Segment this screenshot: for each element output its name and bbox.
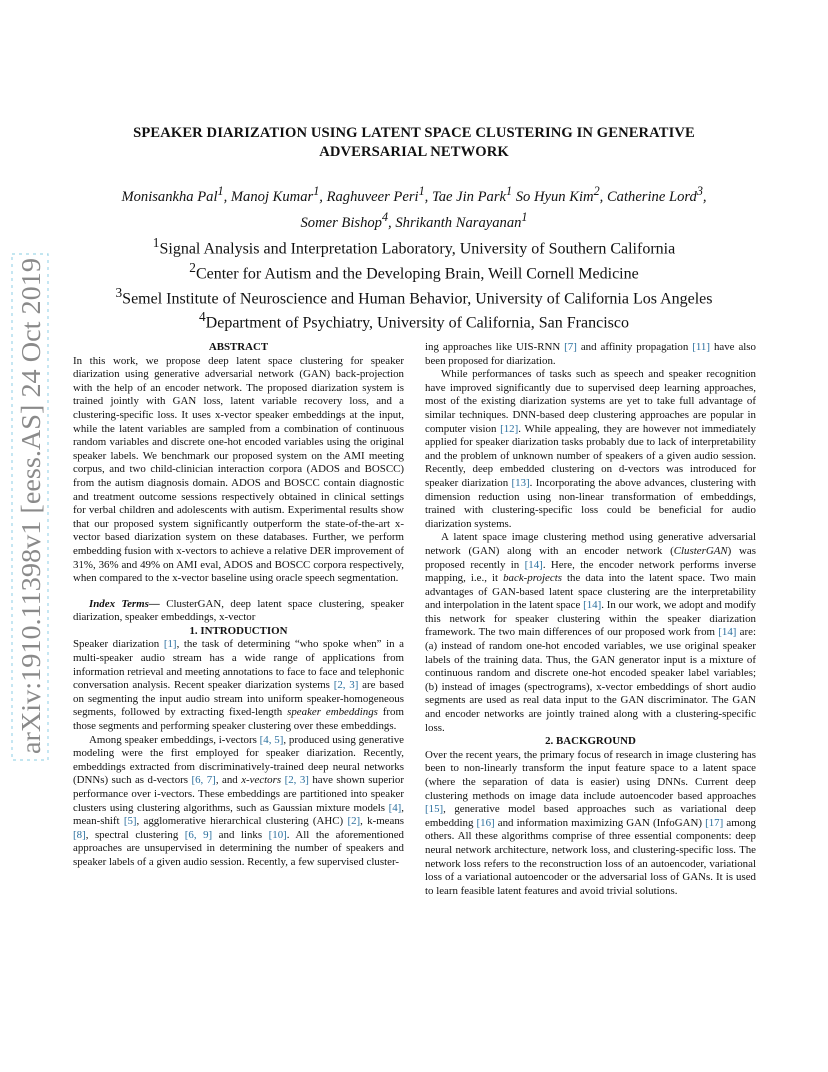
affil-marker: 1	[521, 209, 528, 224]
author-name: Somer Bishop	[300, 214, 382, 231]
intro-paragraph-3: While performances of tasks such as speech and speaker recognition have improved significantly due to supervised deep learning approaches, most of the existing diarization systems are yet to take full advantage of similar techniques. DNN-based deep clustering approaches are popular in computer vision [12]. While appealing, they are however not immediately applied for speaker diarization tasks probably due to lack of interpretability and the problem of unknown number of speakers of a given audio session. Recently, deep embedded clustering on d-vectors was introduced for speaker diarization [13]. Incorporating the above advances, clustering with dimension reduction using non-linear transformation of embeddings, trained with clustering-specific loss could be beneficial for audio diarization systems.	[425, 368, 756, 530]
intro-paragraph-2: Among speaker embeddings, i-vectors [4, 5], produced using generative modeling were the first employed for speaker diarization. Recently, embeddings extracted from discriminatively-trained deep neural networks (DNNs) such as d-vectors [6, 7], and x-vectors [2, 3] have shown superior performance over i-vectors. These embeddings are partitioned into speaker clusters using clustering algorithms, such as Gaussian mixture models [4], mean-shift [5], agglomerative hierarchical clustering (AHC) [2], k-means [8], spectral clustering [6, 9] and links [10]. All the aforementioned approaches are unsupervised in determining the number of speakers and speaker labels of a given audio session. Recently, a few supervised cluster-	[73, 733, 405, 868]
abstract-heading: ABSTRACT	[208, 341, 269, 353]
author-name: Tae Jin Park	[431, 188, 506, 205]
affil-marker: 2	[593, 184, 600, 198]
section-heading-introduction: 1. INTRODUCTION	[189, 624, 288, 637]
citation-link[interactable]: [2]	[347, 815, 361, 828]
citation-link[interactable]: [2, 3]	[284, 774, 309, 787]
affil-marker: 1	[217, 184, 224, 198]
citation-link[interactable]: [14]	[524, 558, 543, 571]
arxiv-stamp	[10, 252, 50, 762]
author-name: Manoj Kumar	[230, 188, 314, 205]
author-name: So Hyun Kim	[515, 188, 594, 205]
intro-paragraph-continued: ing approaches like UIS-RNN [7] and affinity propagation [11] have also been proposed for diarization.	[425, 341, 756, 367]
paper-title	[90, 124, 738, 162]
citation-link[interactable]: [8]	[73, 828, 86, 841]
citation-link[interactable]: [14]	[583, 599, 602, 612]
affiliation: $^1$Signal Analysis and Interpretation Laboratory, University of Southern California	[152, 235, 676, 258]
intro-paragraph-4: A latent space image clustering method using generative adversarial network (GAN) along with an encoder network (ClusterGAN) was proposed recently in [14]. Here, the encoder network performs inverse mapping, i.e., it back-projects the data into the latent space. Two main advantages of GAN-based latent space clustering are the interpretability and interpolation in the latent space [14]. In our work, we adopt and modify this network for speaker clustering within the speaker diarization framework. The two main differences of our proposed work from [14] are: (a) instead of random one-hot encoded variables, we use original speaker labels of the training data. Thus, the GAN generator input is a mixture of continuous random and discrete one-hot encoded speaker label variables; (b) instead of images (spectrograms), x-vector embeddings of short audio segments are used as real data input to the GAN discriminator. The GAN and encoder networks are jointly trained along with a clustering-specific loss.	[425, 531, 756, 734]
intro-paragraph-1: Speaker diarization [1], the task of determining “who spoke when” in a multi-speaker audio stream has a wide range of applications from information retrieval and meeting annotations to face to face and telephonic conversation analysis. Recent speaker diarization systems [2, 3] are based on segmenting the input audio stream into uniform speaker-homogeneous segments, followed by extracting fixed-length speaker embeddings from those segments and performing speaker clustering over these embeddings.	[73, 638, 404, 733]
index-terms-text: ClusterGAN, deep latent space clustering, speaker diarization, speaker embeddings, x-vector	[73, 597, 404, 624]
author-name: Monisankha Pal	[121, 188, 218, 205]
author-name: Shrikanth Narayanan	[395, 214, 522, 231]
citation-link[interactable]: [15]	[425, 803, 444, 816]
affiliation: $^4$Department of Psychiatry, University of California, San Francisco	[199, 309, 629, 332]
index-terms-label: Index Terms—	[89, 597, 160, 610]
author-name: Catherine Lord	[606, 188, 697, 205]
title-line-1: SPEAKER DIARIZATION USING LATENT SPACE CLUSTERING IN GENERATIVE	[133, 125, 695, 141]
affil-marker: 1	[313, 184, 320, 198]
affiliation-list	[60, 234, 768, 333]
citation-link[interactable]: [1]	[163, 638, 177, 651]
affil-marker: 1	[418, 184, 425, 198]
section-heading-background: 2. BACKGROUND	[545, 735, 636, 748]
citation-link[interactable]: [17]	[705, 816, 724, 829]
left-column	[73, 341, 404, 870]
citation-link[interactable]: [12]	[500, 422, 519, 435]
author-name: Raghuveer Peri	[326, 188, 419, 205]
affil-marker: 1	[505, 184, 513, 198]
author-list: Monisankha Pal$^1$, Manoj Kumar$^1$, Raghuveer Peri$^1$, Tae Jin Park$^1$ So Hyun Kim$^2$, Catherine Lord$^3$, Somer Bishop$^4$, Shrikanth Narayanan$^1$	[121, 184, 707, 231]
citation-link[interactable]: [11]	[692, 341, 710, 353]
citation-link[interactable]: [16]	[476, 816, 495, 829]
citation-link[interactable]: [2, 3]	[333, 679, 359, 692]
index-terms	[73, 598, 404, 625]
affiliation: $^3$Semel Institute of Neuroscience and Human Behavior, University of California Los Angeles	[115, 284, 713, 307]
citation-link[interactable]: [4]	[388, 801, 402, 814]
citation-link[interactable]: [6, 9]	[184, 828, 213, 841]
background-paragraph-1: Over the recent years, the primary focus of research in image clustering has been to non-linearly transform the input feature space to a latent space (where the separation of data is easier) using DNNs. Current deep clustering methods on image data include autoencoder based approaches [15], generative model based approaches such as variational deep embedding [16] and information maximizing GAN (InfoGAN) [17] among others. All these algorithms comprise of three essential components: deep neural network architecture, network loss, and clustering-specific loss. The network loss refers to the reconstruction loss of an autoencoder, variational loss of a variational autoencoder or the adversarial loss of GANs. It is used to learn feasible latent features and avoid trivial solutions.	[425, 748, 757, 897]
affil-marker: 3	[696, 184, 703, 198]
arxiv-identifier: arXiv:1910.11398v1 [eess.AS] 24 Oct 2019	[16, 279, 46, 754]
citation-link[interactable]: [4, 5]	[259, 733, 284, 746]
citation-link[interactable]: [6, 7]	[191, 774, 216, 787]
affil-marker: 4	[381, 209, 389, 224]
title-line-2: ADVERSARIAL NETWORK	[319, 144, 509, 160]
citation-link[interactable]: [7]	[564, 341, 577, 353]
citation-link[interactable]: [10]	[268, 828, 287, 841]
abstract-text: In this work, we propose deep latent space clustering for speaker diarization using generative adversarial network (GAN) back-projection with the help of an encoder network. The proposed diarization system is trained jointly with GAN loss, latent variable recovery loss, and a clustering-specific loss. It uses x-vector speaker embeddings at the input, while the latent variables are sampled from a combination of continuous random variables and discrete one-hot encoded variables using the original speaker labels. We benchmark our proposed system on the AMI meeting corpus, and two child-clinician interaction corpora (ADOS and BOSCC) from the autism diagnosis domain. ADOS and BOSCC contain diagnostic and treatment outcome sessions respectively obtained in clinical settings for verbal children and adolescents with autism. Experimental results show that our proposed system significantly outperform the state-of-the-art x-vector based diarization system on these databases. Further, we perform embedding fusion with x-vectors to achieve a relative DER improvement of 31%, 36% and 49% on AMI eval, ADOS and BOSCC corpora respectively, when compared to the x-vector baseline using oracle speech segmentation.	[73, 354, 404, 585]
citation-link[interactable]: [13]	[511, 476, 530, 489]
citation-link[interactable]: [14]	[718, 626, 737, 639]
right-column	[425, 341, 756, 898]
affiliation: $^2$Center for Autism and the Developing Brain, Weill Cornell Medicine	[189, 259, 639, 283]
citation-link[interactable]: [5]	[123, 815, 137, 828]
